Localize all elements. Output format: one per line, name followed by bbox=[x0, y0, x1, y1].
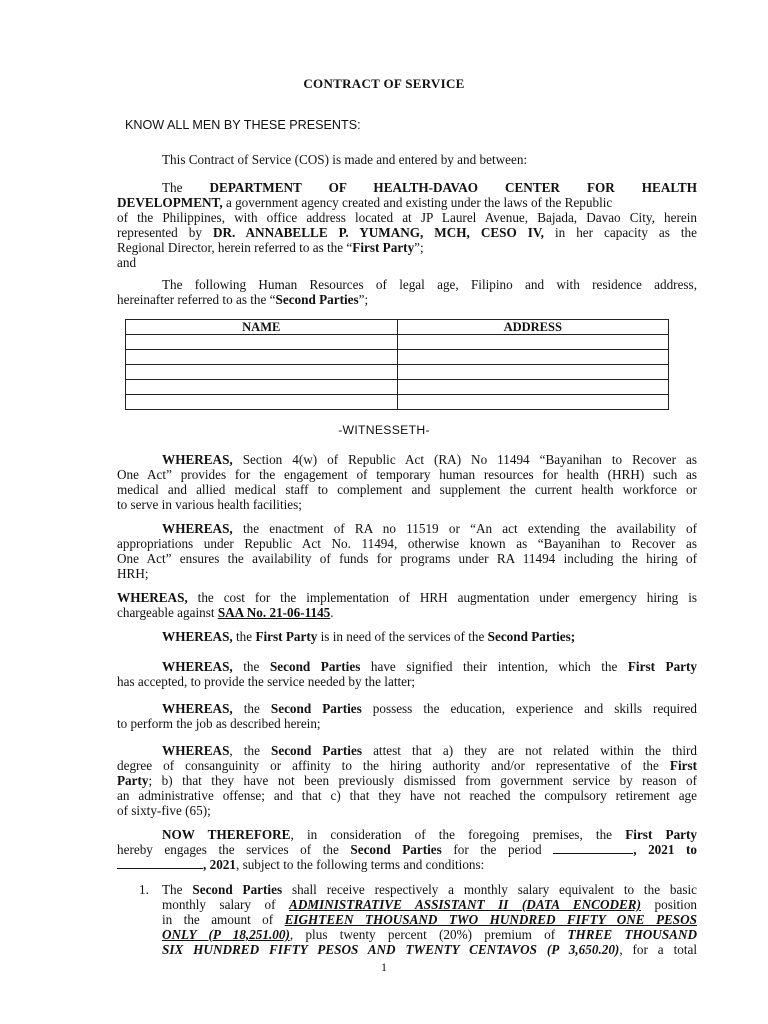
text: Section 4(w) of Republic Act (RA) No 11494 “Bayanihan to Recover as bbox=[242, 452, 697, 467]
text: to serve in various health facilities; bbox=[117, 497, 302, 512]
whereas-clause-7 bbox=[117, 743, 697, 818]
and-text: and bbox=[117, 255, 137, 270]
text: , plus twenty percent (20%) premium of bbox=[289, 927, 556, 942]
first-party-label: First Party bbox=[625, 827, 698, 842]
whereas-label: WHEREAS, bbox=[162, 701, 233, 716]
table-row bbox=[126, 380, 669, 395]
second-parties-label: Second Parties; bbox=[487, 629, 576, 644]
name-cell[interactable] bbox=[126, 365, 398, 380]
year-text: , 2021 bbox=[203, 857, 236, 872]
whereas-label: WHEREAS bbox=[162, 743, 230, 758]
text: for the period bbox=[453, 842, 542, 857]
text: to perform the job as described herein; bbox=[117, 716, 321, 731]
period-start-blank[interactable] bbox=[553, 842, 633, 854]
text: HRH; bbox=[117, 566, 149, 581]
text: hereby engages the services of the bbox=[117, 842, 339, 857]
text: the bbox=[243, 701, 260, 716]
text: One Act” ensures the availability of funds for programs under RA 11494 including the hiring of bbox=[117, 551, 697, 566]
name-column-header: NAME bbox=[126, 320, 398, 335]
text: in the amount of bbox=[162, 912, 274, 927]
text: The bbox=[162, 180, 183, 195]
table-row bbox=[126, 395, 669, 410]
whereas-clause-5 bbox=[117, 659, 697, 689]
text: the bbox=[236, 629, 253, 644]
table-header-row bbox=[126, 320, 669, 335]
text: medical and allied medical staff to complement and supplement the current health workforce or bbox=[117, 482, 697, 497]
first-party-label: Party bbox=[117, 773, 149, 788]
table-row bbox=[126, 350, 669, 365]
term-item-1 bbox=[162, 882, 697, 957]
text: , for a total bbox=[619, 942, 698, 957]
name-cell[interactable] bbox=[126, 350, 398, 365]
witnesseth-heading: -WITNESSETH- bbox=[338, 423, 430, 437]
whereas-clause-3 bbox=[117, 590, 697, 620]
agency-name: DEPARTMENT OF HEALTH-DAVAO CENTER FOR HEALTH bbox=[209, 180, 697, 195]
text: the bbox=[243, 659, 260, 674]
text: have signified their intention, which the bbox=[370, 659, 618, 674]
page-number: 1 bbox=[381, 960, 387, 974]
address-cell[interactable] bbox=[397, 350, 669, 365]
text: of sixty-five (65); bbox=[117, 803, 211, 818]
text: ; b) that they have not been previously dismissed from government service by reason of bbox=[148, 773, 697, 788]
address-cell[interactable] bbox=[397, 365, 669, 380]
intro-paragraph: This Contract of Service (COS) is made and entered by and between: bbox=[162, 152, 528, 167]
text: in her capacity as the bbox=[554, 225, 698, 240]
text: ”; bbox=[358, 292, 369, 307]
text: appropriations under Republic Act No. 11494, otherwise known as “Bayanihan to Recover as bbox=[117, 536, 697, 551]
year-text: , 2021 to bbox=[633, 842, 697, 857]
whereas-clause-1 bbox=[117, 452, 697, 512]
second-parties-label: Second Parties bbox=[350, 842, 442, 857]
premium-amount-cont: SIX HUNDRED FIFTY PESOS AND TWENTY CENTAVOS (P 3,650.20) bbox=[162, 942, 620, 957]
text: ”; bbox=[414, 240, 424, 255]
whereas-label: WHEREAS, bbox=[162, 521, 233, 536]
address-cell[interactable] bbox=[397, 380, 669, 395]
whereas-label: WHEREAS, bbox=[162, 659, 233, 674]
whereas-label: WHEREAS, bbox=[162, 629, 233, 644]
period-end-blank[interactable] bbox=[117, 857, 203, 869]
document-title: CONTRACT OF SERVICE bbox=[303, 76, 465, 91]
second-parties-paragraph bbox=[117, 277, 697, 307]
address-column-header: ADDRESS bbox=[397, 320, 669, 335]
first-party-paragraph bbox=[117, 180, 697, 270]
second-parties-label: Second Parties bbox=[270, 701, 362, 716]
salary-amount: EIGHTEEN THOUSAND TWO HUNDRED FIFTY ONE PESOS bbox=[284, 912, 697, 927]
text: monthly salary of bbox=[162, 897, 276, 912]
text: represented by bbox=[117, 225, 202, 240]
position-title: ADMINISTRATIVE ASSISTANT II (DATA ENCODER) bbox=[289, 897, 641, 912]
text: , the bbox=[229, 743, 260, 758]
text: of the Philippines, with office address located at JP Laurel Avenue, Bajada, Davao City, herein bbox=[117, 210, 697, 225]
list-item-number: 1. bbox=[139, 882, 149, 897]
text: shall receive respectively a monthly salary equivalent to the basic bbox=[291, 882, 697, 897]
text: One Act” provides for the engagement of temporary human resources for health (HRH) such as bbox=[117, 467, 697, 482]
text: degree of consanguinity or affinity to the hiring authority and/or representative of the bbox=[117, 758, 659, 773]
first-party-label: First Party bbox=[627, 659, 698, 674]
premium-amount: THREE THOUSAND bbox=[567, 927, 698, 942]
text: chargeable against bbox=[117, 605, 215, 620]
opening-line: KNOW ALL MEN BY THESE PRESENTS: bbox=[125, 118, 361, 132]
whereas-clause-4 bbox=[117, 629, 697, 644]
text: a government agency created and existing under the laws of the Republic bbox=[225, 195, 613, 210]
text: . bbox=[330, 605, 334, 620]
second-parties-label: Second Parties bbox=[275, 292, 359, 307]
second-parties-label: Second Parties bbox=[192, 882, 283, 897]
first-party-label: First Party bbox=[255, 629, 318, 644]
name-cell[interactable] bbox=[126, 395, 398, 410]
now-therefore-label: NOW THEREFORE bbox=[162, 827, 291, 842]
text: Regional Director, herein referred to as the “ bbox=[117, 240, 353, 255]
address-cell[interactable] bbox=[397, 335, 669, 350]
whereas-label: WHEREAS, bbox=[117, 590, 188, 605]
text: the enactment of RA no 11519 or “An act extending the availability of bbox=[242, 521, 697, 536]
address-cell[interactable] bbox=[397, 395, 669, 410]
whereas-clause-2 bbox=[117, 521, 697, 581]
whereas-label: WHEREAS, bbox=[162, 452, 233, 467]
text: the cost for the implementation of HRH augmentation under emergency hiring is bbox=[197, 590, 697, 605]
second-parties-label: Second Parties bbox=[269, 659, 361, 674]
text: possess the education, experience and skills required bbox=[372, 701, 697, 716]
name-cell[interactable] bbox=[126, 335, 398, 350]
whereas-clause-6 bbox=[117, 701, 697, 731]
text: , subject to the following terms and conditions: bbox=[235, 857, 485, 872]
table-row bbox=[126, 365, 669, 380]
table-row bbox=[126, 335, 669, 350]
text: has accepted, to provide the service needed by the latter; bbox=[117, 674, 416, 689]
first-party-label: First Party bbox=[352, 240, 415, 255]
text: position bbox=[654, 897, 698, 912]
text: The following Human Resources of legal age, Filipino and with residence address, bbox=[162, 277, 697, 292]
representative-name: DR. ANNABELLE P. YUMANG, MCH, CESO IV, bbox=[212, 225, 544, 240]
text: attest that a) they are not related within the third bbox=[373, 743, 697, 758]
human-resources-table bbox=[125, 319, 669, 410]
agency-name-cont: DEVELOPMENT, bbox=[117, 195, 223, 210]
now-therefore-clause bbox=[117, 827, 697, 872]
name-cell[interactable] bbox=[126, 380, 398, 395]
text: is in need of the services of the bbox=[320, 629, 485, 644]
text: , in consideration of the foregoing premises, the bbox=[290, 827, 613, 842]
text: an administrative offense; and that c) that they have not reached the compulsory retirement age bbox=[117, 788, 697, 803]
second-parties-label: Second Parties bbox=[271, 743, 362, 758]
text: The bbox=[162, 882, 183, 897]
first-party-label: First bbox=[669, 758, 697, 773]
saa-number: SAA No. 21-06-1145 bbox=[217, 605, 331, 620]
salary-amount-cont: ONLY (P 18,251.00) bbox=[162, 927, 290, 942]
text: hereinafter referred to as the “ bbox=[117, 292, 276, 307]
